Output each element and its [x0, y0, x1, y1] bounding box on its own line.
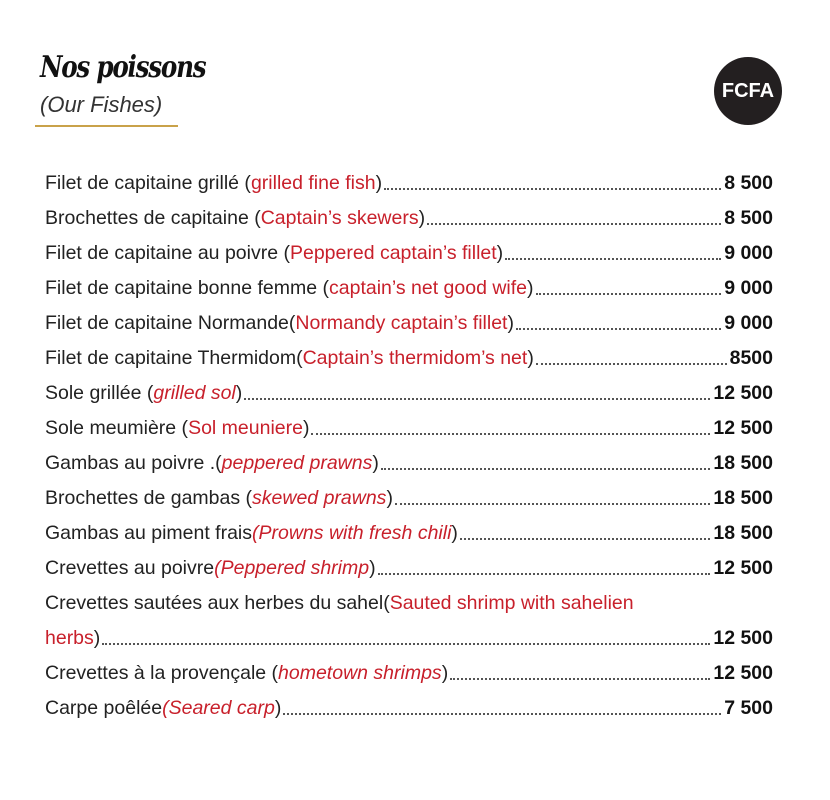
dish-name-en: (Seared carp: [162, 696, 275, 719]
dot-leader: [283, 712, 721, 715]
dish-name-en: grilled sol: [153, 381, 236, 404]
dish-name-close: ): [441, 661, 449, 684]
dish-name-close: ): [375, 171, 383, 194]
dish-name-en: Sol meuniere: [188, 416, 303, 439]
dish-name-close: ): [93, 626, 101, 649]
dish-price: 9 000: [724, 276, 773, 299]
page-title: Nos poissons: [40, 50, 206, 85]
dish-name-en: Captain’s thermidom’s net: [302, 346, 528, 369]
menu-item: [45, 440, 773, 475]
dot-leader: [244, 397, 710, 400]
menu-item: [45, 160, 773, 195]
menu-item: [45, 545, 773, 580]
dish-name-fr: Filet de capitaine Normande(: [45, 311, 296, 334]
dish-price: 8 500: [724, 206, 773, 229]
menu-item: [45, 580, 773, 615]
menu-item: [45, 335, 773, 370]
dish-name-close: ): [451, 521, 458, 544]
dot-leader: [505, 257, 721, 260]
dish-name-fr: Filet de capitaine grillé (: [45, 171, 251, 194]
menu-item: [45, 475, 773, 510]
dot-leader: [311, 432, 710, 435]
dish-name-fr: Sole grillée (: [45, 381, 154, 404]
dish-name-en: (Peppered shrimp: [214, 556, 370, 579]
dish-price: 8500: [729, 346, 773, 369]
dish-price: 18 500: [713, 451, 773, 474]
dot-leader: [536, 362, 727, 365]
menu-item: [45, 230, 773, 265]
dot-leader: [381, 467, 710, 470]
menu-item-continued: [45, 615, 773, 650]
dish-name-en: (Prowns with fresh chili: [252, 521, 452, 544]
menu-item: [45, 650, 773, 685]
dish-name-close: ): [235, 381, 243, 404]
dish-price: 12 500: [713, 381, 773, 404]
dish-name-fr: Filet de capitaine Thermidom(: [45, 346, 303, 369]
dish-name-close: ): [274, 696, 282, 719]
dot-leader: [450, 677, 710, 680]
dish-price: 7 500: [724, 696, 773, 719]
dish-name-fr: Crevettes sautées aux herbes du sahel(: [45, 591, 390, 614]
dish-name-en: Normandy captain’s fillet: [295, 311, 508, 334]
menu-item: [45, 685, 773, 720]
dish-name-en: grilled fine fish: [250, 171, 376, 194]
dish-name-fr: Gambas au piment frais: [45, 521, 253, 544]
dish-price: 12 500: [713, 416, 773, 439]
currency-badge: FCFA: [714, 57, 782, 125]
dish-name-fr: Crevettes au poivre: [45, 556, 215, 579]
dish-price: 18 500: [713, 521, 773, 544]
dish-name-close: ): [302, 416, 310, 439]
menu-item: [45, 265, 773, 300]
dish-name-en: Captain’s skewers: [260, 206, 419, 229]
dish-name-close: ): [372, 451, 379, 474]
dish-name-en: Sauted shrimp with sahelien: [389, 591, 634, 614]
dish-name-en: hometown shrimps: [278, 661, 442, 684]
dish-price: 12 500: [713, 661, 773, 684]
dot-leader: [427, 222, 721, 225]
dish-name-close: ): [496, 241, 504, 264]
dish-name-fr: Carpe poêlée: [45, 696, 163, 719]
dish-name-fr: Crevettes à la provençale (: [45, 661, 279, 684]
dish-name-fr: Filet de capitaine au poivre (: [45, 241, 290, 264]
dish-price: 18 500: [713, 486, 773, 509]
dish-name-close: ): [369, 556, 376, 579]
dish-price: 12 500: [713, 556, 773, 579]
page-subtitle: (Our Fishes): [40, 92, 163, 117]
dish-price: 12 500: [713, 626, 773, 649]
dish-price: 9 000: [724, 311, 773, 334]
dish-name-close: ): [507, 311, 514, 334]
dish-name-close: ): [527, 276, 534, 299]
dish-name-fr: Gambas au poivre .(: [45, 451, 222, 474]
dish-name-en-continued: herbs: [45, 626, 94, 649]
dot-leader: [460, 537, 710, 540]
menu-item: [45, 510, 773, 545]
title-underline: [35, 125, 178, 127]
dish-name-en: Peppered captain’s fillet: [289, 241, 497, 264]
dot-leader: [516, 327, 721, 330]
dish-price: 8 500: [724, 171, 773, 194]
dish-name-en: captain’s net good wife: [329, 276, 528, 299]
dot-leader: [378, 572, 711, 575]
dish-name-close: ): [527, 346, 534, 369]
dish-name-fr: Brochettes de gambas (: [45, 486, 253, 509]
dot-leader: [536, 292, 722, 295]
dish-name-en: skewed prawns: [252, 486, 387, 509]
dish-name-en: peppered prawns: [221, 451, 373, 474]
dish-name-fr: Brochettes de capitaine (: [45, 206, 261, 229]
menu-item: [45, 300, 773, 335]
menu-item: [45, 370, 773, 405]
dish-price: 9 000: [724, 241, 773, 264]
dish-name-close: ): [418, 206, 426, 229]
dot-leader: [102, 642, 710, 645]
menu-list: [45, 160, 773, 720]
dish-name-fr: Filet de capitaine bonne femme (: [45, 276, 329, 299]
menu-item: [45, 405, 773, 440]
dish-name-fr: Sole meumière (: [45, 416, 189, 439]
dot-leader: [395, 502, 710, 505]
dot-leader: [384, 187, 721, 190]
menu-item: [45, 195, 773, 230]
dish-name-close: ): [386, 486, 393, 509]
